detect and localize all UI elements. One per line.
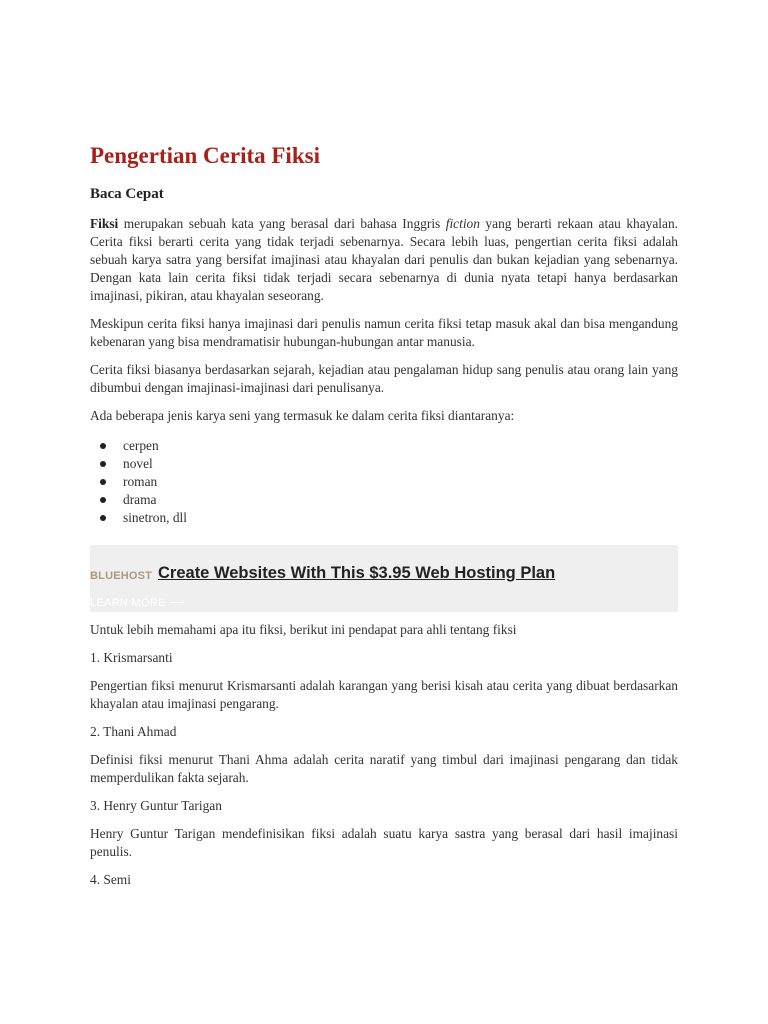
list-item-label: drama: [123, 492, 157, 507]
intro-paragraph: [90, 215, 678, 305]
paragraph-4: Ada beberapa jenis karya seni yang termasuk ke dalam cerita fiksi diantaranya:: [90, 408, 515, 423]
bullet-icon: [100, 443, 106, 449]
list-item: [90, 509, 678, 527]
intro-term-english: fiction: [445, 216, 480, 231]
bullet-icon: [100, 515, 106, 521]
expert-definition: Definisi fiksi menurut Thani Ahma adalah cerita naratif yang timbul dari imajinasi pengarang dan tidak memperdulikan fakta sejarah.: [90, 752, 678, 785]
expert-heading: 3. Henry Guntur Tarigan: [90, 798, 222, 813]
bullet-icon: [100, 461, 106, 467]
list-item-label: sinetron, dll: [123, 510, 187, 525]
list-item: [90, 491, 678, 509]
intro-text-2: yang berarti rekaan atau khayalan. Cerita fiksi berarti cerita yang tidak terjadi sebenarnya. Secara lebih luas, pengertian cerita fiksi adalah sebuah karya satra yang bersifat imajinasi atau khayalan dari penulis dan bukan kejadian yang sebenarnya. Dengan kata lain cerita fiksi tidak terjadi secara sebenarnya di dunia nyata tetapi hanya berdasarkan imajinasi, pikiran, atau khayalan seseorang.: [90, 216, 678, 303]
article-title: Pengertian Cerita Fiksi: [90, 143, 320, 168]
expert-heading: 2. Thani Ahmad: [90, 724, 177, 739]
list-item: [90, 455, 678, 473]
list-item-label: novel: [123, 456, 153, 471]
intro-text-1: merupakan sebuah kata yang berasal dari bahasa Inggris: [118, 216, 446, 231]
article: [90, 140, 678, 899]
ad-banner[interactable]: [90, 545, 678, 612]
paragraph-5: Untuk lebih memahami apa itu fiksi, berikut ini pendapat para ahli tentang fiksi: [90, 622, 517, 637]
ad-brand: BLUEHOST: [90, 570, 153, 582]
fiction-kinds-list: [90, 437, 678, 527]
expert-definition: Henry Guntur Tarigan mendefinisikan fiksi adalah suatu karya sastra yang berasal dari hasil imajinasi penulis.: [90, 826, 678, 859]
bullet-icon: [100, 479, 106, 485]
list-item: [90, 473, 678, 491]
list-item-label: roman: [123, 474, 158, 489]
bullet-icon: [100, 497, 106, 503]
paragraph-2: Meskipun cerita fiksi hanya imajinasi dari penulis namun cerita fiksi tetap masuk akal dan bisa mengandung kebenaran yang bisa mendramatisir hubungan-hubungan antar manusia.: [90, 316, 678, 349]
ad-headline-link[interactable]: Create Websites With This $3.95 Web Hosting Plan: [158, 564, 556, 582]
list-item: [90, 437, 678, 455]
quick-read-heading: Baca Cepat: [90, 186, 164, 202]
expert-heading: 1. Krismarsanti: [90, 650, 173, 665]
ad-learn-more-link[interactable]: LEARN MORE ⟶: [90, 597, 186, 609]
expert-definition: Pengertian fiksi menurut Krismarsanti adalah karangan yang berisi kisah atau cerita yang dibuat berdasarkan khayalan atau imajinasi pengarang.: [90, 678, 678, 711]
list-item-label: cerpen: [123, 438, 159, 453]
paragraph-3: Cerita fiksi biasanya berdasarkan sejarah, kejadian atau pengalaman hidup sang penulis atau orang lain yang dibumbui dengan imajinasi-imajinasi dari penulisanya.: [90, 362, 678, 395]
intro-term: Fiksi: [90, 216, 119, 231]
expert-heading: 4. Semi: [90, 872, 131, 887]
